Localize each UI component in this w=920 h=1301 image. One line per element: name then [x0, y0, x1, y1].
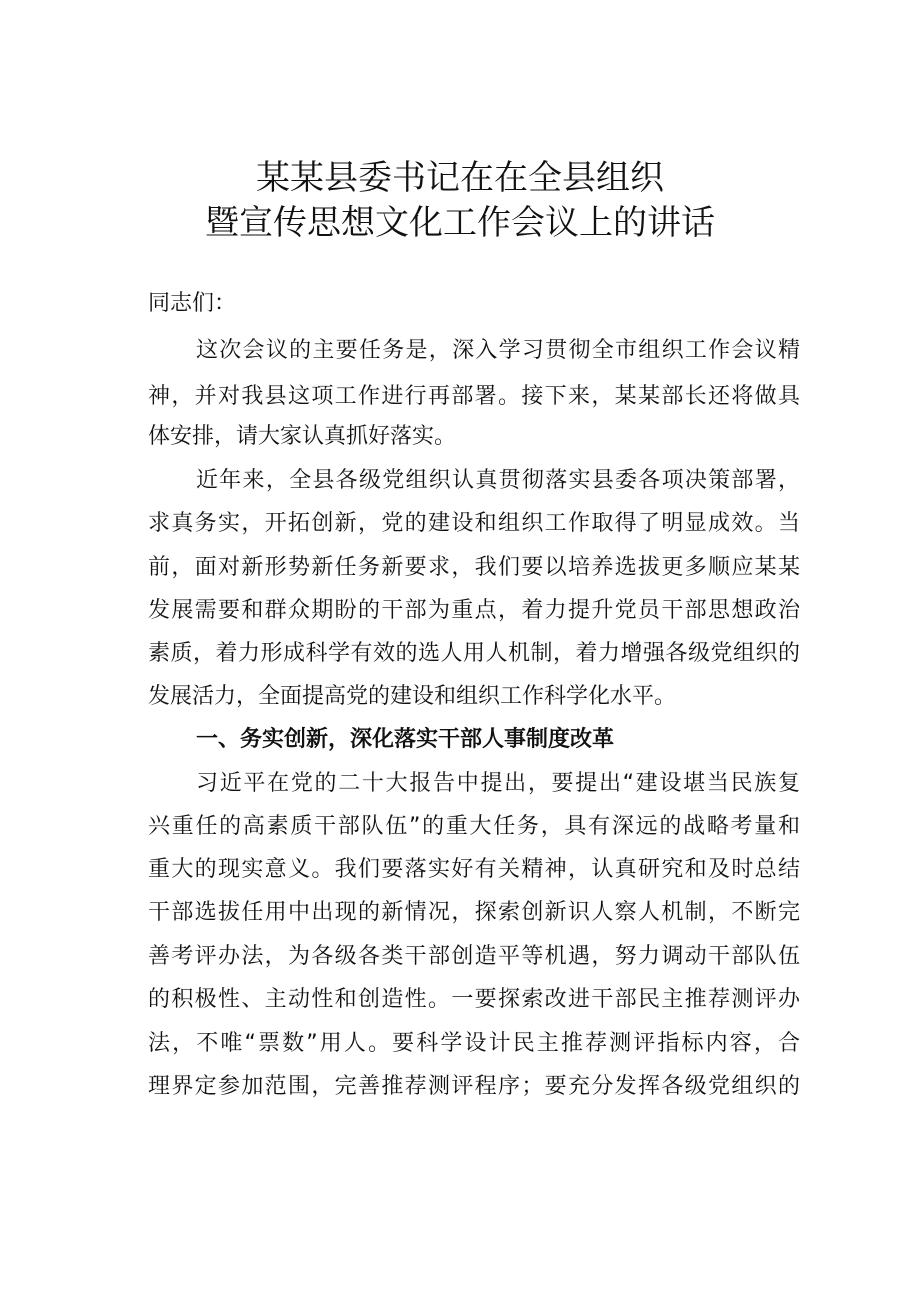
- paragraph-line: 习近平在党的二十大报告中提出，要提出“建设堪当民族复: [196, 771, 800, 796]
- paragraph-line: 发展需要和群众期盼的干部为重点，着力提升党员干部思想政治: [148, 598, 800, 623]
- document-title-line-1: 某某县委书记在在全县组织: [256, 158, 664, 198]
- salutation: 同志们：: [148, 291, 237, 316]
- paragraph-line: 干部选拔任用中出现的新情况，探索创新识人察人机制，不断完: [148, 900, 800, 925]
- paragraph-line: 体安排，请大家认真抓好落实。: [148, 424, 457, 449]
- paragraph-line: 法，不唯“票数”用人。要科学设计民主推荐测评指标内容，合: [148, 1031, 800, 1056]
- paragraph-line: 理界定参加范围，完善推荐测评程序；要充分发挥各级党组织的: [148, 1074, 800, 1099]
- paragraph-line: 近年来，全县各级党组织认真贯彻落实县委各项决策部署，: [196, 468, 800, 493]
- paragraph-line: 发展活力，全面提高党的建设和组织工作科学化水平。: [148, 684, 677, 709]
- paragraph-line: 前，面对新形势新任务新要求，我们要以培养选拔更多顺应某某: [148, 555, 800, 580]
- paragraph-line: 的积极性、主动性和创造性。一要探索改进干部民主推荐测评办: [148, 987, 800, 1012]
- paragraph-line: 神，并对我县这项工作进行再部署。接下来，某某部长还将做具: [148, 384, 800, 409]
- paragraph-line: 重大的现实意义。我们要落实好有关精神，认真研究和及时总结: [148, 857, 800, 882]
- paragraph-line: 兴重任的高素质干部队伍”的重大任务，具有深远的战略考量和: [148, 814, 800, 839]
- paragraph-line: 求真务实，开拓创新，党的建设和组织工作取得了明显成效。当: [148, 511, 800, 536]
- document-title-line-2: 暨宣传思想文化工作会议上的讲话: [205, 203, 715, 243]
- section-heading: 一、务实创新，深化落实干部人事制度改革: [196, 727, 615, 752]
- paragraph-line: 这次会议的主要任务是，深入学习贯彻全市组织工作会议精: [196, 338, 800, 363]
- paragraph-line: 善考评办法，为各级各类干部创造平等机遇，努力调动干部队伍: [148, 944, 800, 969]
- paragraph-line: 素质，着力形成科学有效的选人用人机制，着力增强各级党组织的: [148, 641, 800, 666]
